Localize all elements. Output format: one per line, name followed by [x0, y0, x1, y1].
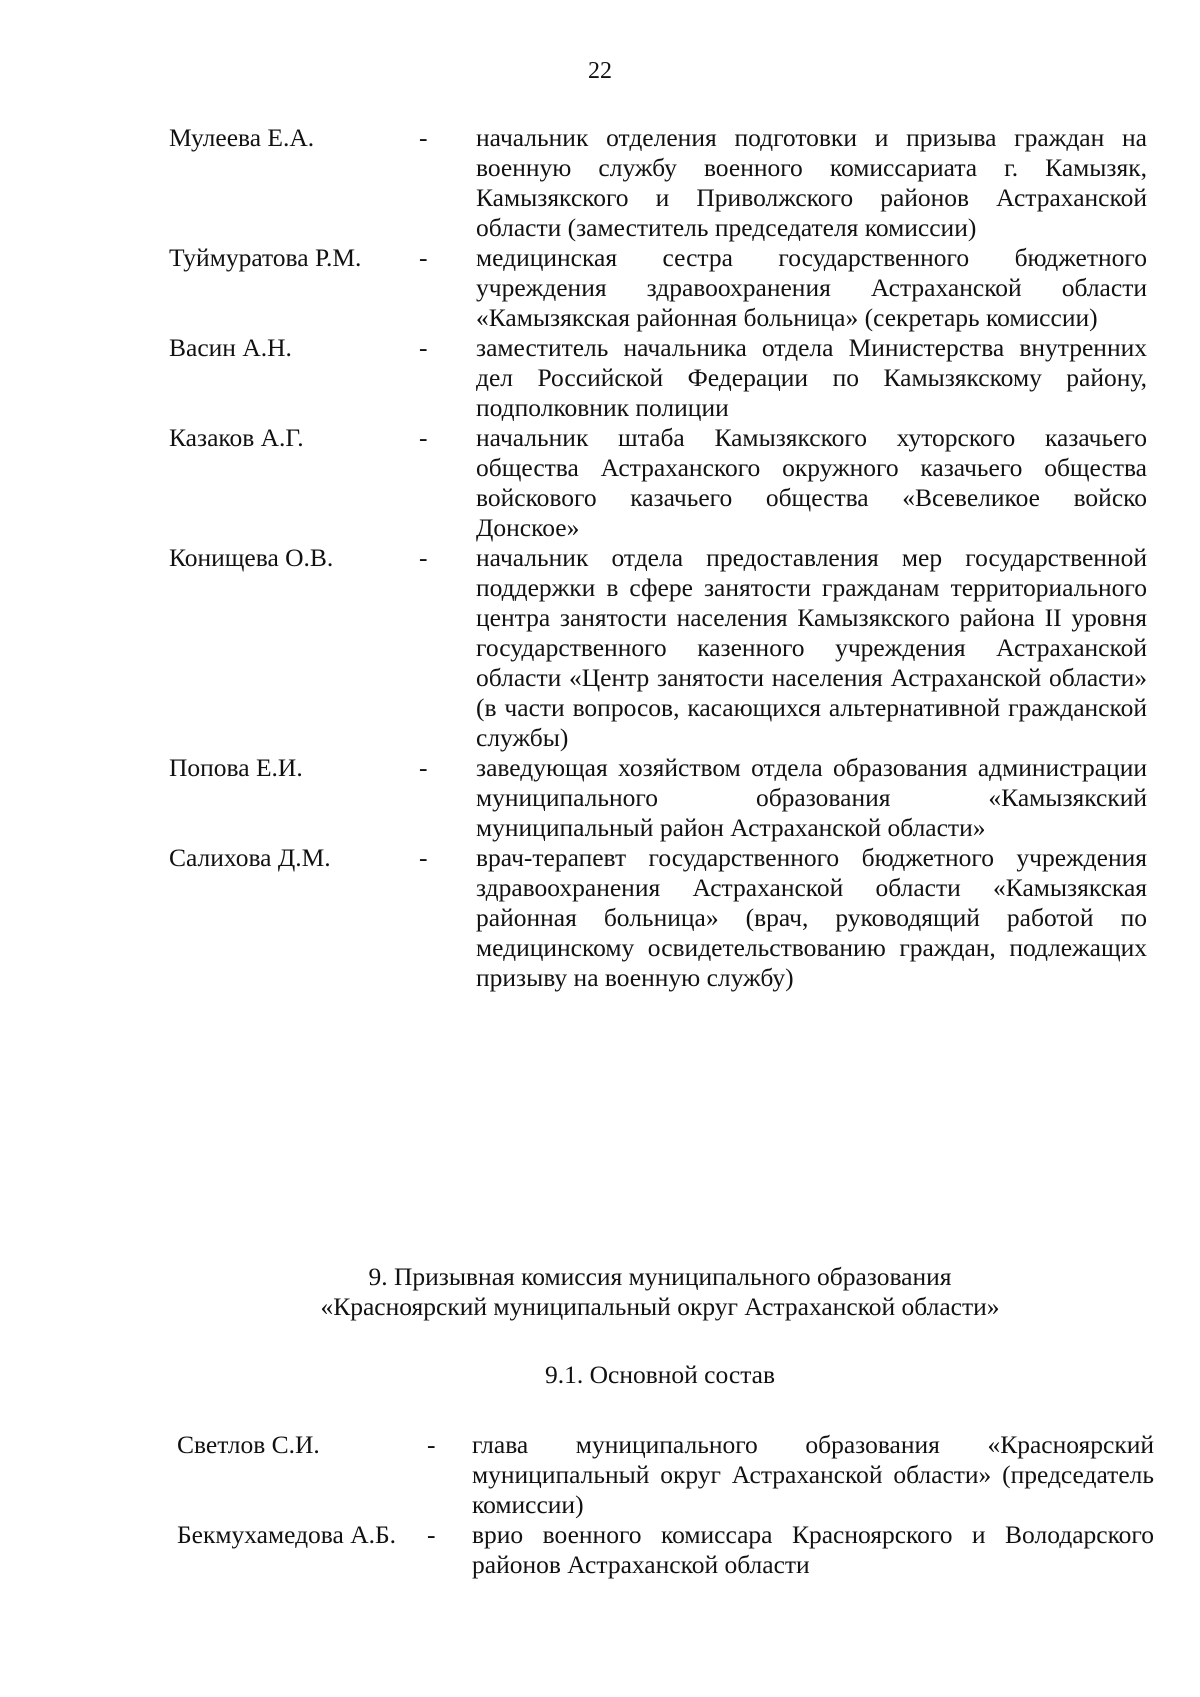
member-list-section	[177, 1430, 1154, 1580]
section-title-line-2: «Красноярский муниципальный округ Астраханской области»	[320, 1292, 1000, 1321]
member-position: начальник штаба Камызякского хуторского казачьего общества Астраханского окружного казачьего общества войскового казачьего общества «Всевеликое войско Донское»	[476, 423, 1147, 542]
member-entry	[169, 123, 1147, 243]
member-list-continued	[169, 123, 1147, 993]
member-entry	[169, 753, 1147, 843]
member-dash: -	[427, 1430, 436, 1459]
member-name: Васин А.Н.	[169, 333, 292, 362]
member-entry	[169, 333, 1147, 423]
member-name: Попова Е.И.	[169, 753, 303, 782]
member-position: заведующая хозяйством отдела образования администрации муниципального образования «Камызякский муниципальный район Астраханской области»	[476, 753, 1147, 842]
member-position: заместитель начальника отдела Министерства внутренних дел Российской Федерации по Камызякскому району, подполковник полиции	[476, 333, 1147, 422]
member-dash: -	[419, 243, 428, 272]
page-number: 22	[588, 58, 612, 84]
member-entry	[169, 843, 1147, 993]
member-dash: -	[419, 333, 428, 362]
member-name: Конищева О.В.	[169, 543, 334, 572]
member-entry	[169, 543, 1147, 753]
member-entry	[169, 423, 1147, 543]
member-name: Светлов С.И.	[177, 1430, 320, 1459]
member-dash: -	[419, 543, 428, 572]
member-position: глава муниципального образования «Красноярский муниципальный округ Астраханской области» (председатель комиссии)	[472, 1430, 1154, 1519]
member-dash: -	[419, 753, 428, 782]
member-position: медицинская сестра государственного бюджетного учреждения здравоохранения Астраханской области «Камызякская районная больница» (секретарь комиссии)	[476, 243, 1147, 332]
member-dash: -	[427, 1520, 436, 1549]
member-position: начальник отделения подготовки и призыва граждан на военную службу военного комиссариата г. Камызяк, Камызякского и Приволжского районов Астраханской области (заместитель председателя комиссии)	[476, 123, 1147, 242]
member-name: Казаков А.Г.	[169, 423, 304, 452]
member-name: Туймуратова Р.М.	[169, 243, 362, 272]
member-dash: -	[419, 123, 428, 152]
member-entry	[169, 243, 1147, 333]
section-title-line-1: 9. Призывная комиссия муниципального образования	[368, 1262, 952, 1291]
member-dash: -	[419, 423, 428, 452]
member-position: врач-терапевт государственного бюджетного учреждения здравоохранения Астраханской области «Камызякская районная больница» (врач, руководящий работой по медицинскому освидетельствованию граждан, подлежащих призыву на военную службу)	[476, 843, 1147, 992]
member-entry	[177, 1430, 1154, 1520]
member-position: врио военного комиссара Красноярского и Володарского районов Астраханской области	[472, 1520, 1154, 1579]
member-name: Салихова Д.М.	[169, 843, 331, 872]
member-name: Бекмухамедова А.Б.	[177, 1520, 397, 1549]
member-dash: -	[419, 843, 428, 872]
section-subtitle: 9.1. Основной состав	[544, 1360, 776, 1389]
member-entry	[177, 1520, 1154, 1580]
member-position: начальник отдела предоставления мер государственной поддержки в сфере занятости гражданам территориального центра занятости населения Камызякского района II уровня государственного казенного учреждения Астраханской области «Центр занятости населения Астраханской области» (в части вопросов, касающихся альтернативной гражданской службы)	[476, 543, 1147, 752]
member-name: Мулеева Е.А.	[169, 123, 315, 152]
section-title	[0, 1262, 1200, 1322]
